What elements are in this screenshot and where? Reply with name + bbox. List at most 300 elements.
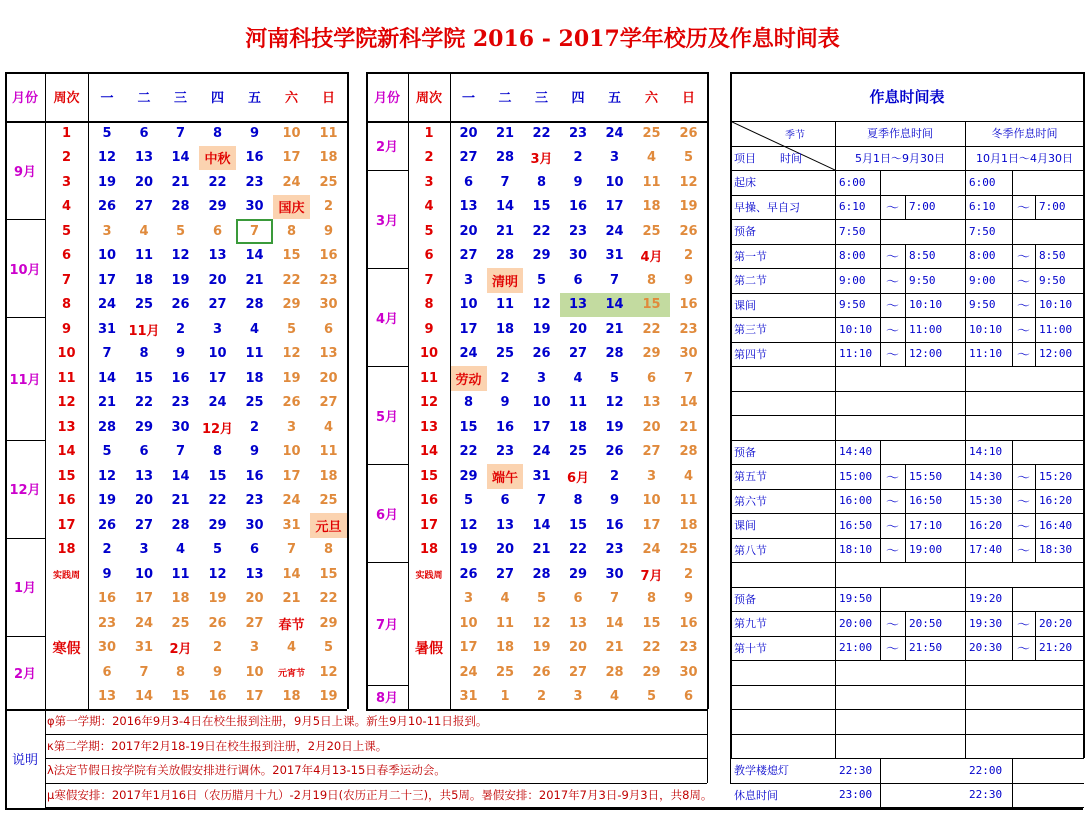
day-cell[interactable]: 7 — [609, 591, 620, 607]
day-cell[interactable]: 26 — [97, 517, 117, 533]
day-cell[interactable]: 1 — [500, 689, 510, 705]
day-cell[interactable]: 18 — [495, 640, 515, 656]
day-cell[interactable]: 6 — [323, 321, 334, 337]
day-cell[interactable]: 7 — [536, 493, 547, 509]
day-cell[interactable]: 8 — [323, 542, 334, 558]
day-cell[interactable]: 20 — [568, 321, 588, 337]
day-cell[interactable]: 31 — [605, 248, 624, 264]
day-cell[interactable]: 3 — [463, 591, 474, 607]
day-cell[interactable]: 15 — [134, 370, 154, 386]
day-cell[interactable]: 6 — [102, 664, 112, 680]
day-cell[interactable]: 18 — [319, 468, 338, 484]
day-cell[interactable]: 8 — [646, 272, 657, 288]
day-cell[interactable]: 19 — [97, 174, 117, 190]
day-cell[interactable]: 12 — [605, 395, 624, 411]
day-cell[interactable]: 27 — [134, 517, 154, 533]
day-cell[interactable]: 17 — [642, 517, 661, 533]
day-cell[interactable]: 20 — [319, 370, 338, 386]
day-cell[interactable]: 24 — [605, 125, 624, 141]
day-cell[interactable]: 27 — [245, 615, 264, 631]
day-cell[interactable]: 17 — [282, 468, 301, 484]
day-cell[interactable]: 23 — [679, 321, 698, 337]
day-cell[interactable]: 28 — [245, 297, 264, 313]
day-cell[interactable]: 24 — [532, 444, 551, 460]
day-cell[interactable]: 4 — [175, 542, 186, 558]
day-cell[interactable]: 22 — [319, 591, 338, 607]
day-cell[interactable]: 18 — [319, 150, 338, 166]
day-cell[interactable]: 17 — [134, 591, 154, 607]
day-cell[interactable]: 27 — [459, 150, 478, 166]
day-cell[interactable]: 13 — [97, 689, 117, 705]
day-cell[interactable]: 21 — [532, 542, 551, 558]
day-cell[interactable]: 13 — [568, 297, 588, 313]
day-cell[interactable]: 11 — [171, 566, 190, 582]
day-cell[interactable]: 6 — [646, 370, 657, 386]
day-cell[interactable]: 10 — [642, 493, 661, 509]
day-cell[interactable]: 6 — [500, 493, 510, 509]
day-cell[interactable]: 16 — [568, 199, 588, 215]
day-cell[interactable]: 5 — [286, 321, 297, 337]
day-cell[interactable]: 17 — [459, 640, 478, 656]
day-cell[interactable]: 24 — [282, 174, 301, 190]
day-cell[interactable]: 12 — [208, 566, 227, 582]
day-cell[interactable]: 28 — [605, 346, 624, 362]
day-cell[interactable]: 6 — [683, 689, 694, 705]
day-cell[interactable]: 14 — [605, 297, 624, 313]
day-cell[interactable]: 18 — [171, 591, 190, 607]
day-cell[interactable]: 27 — [208, 297, 227, 313]
day-cell[interactable]: 17 — [245, 689, 264, 705]
day-cell[interactable]: 14 — [605, 615, 624, 631]
day-cell[interactable]: 26 — [208, 615, 227, 631]
day-cell[interactable]: 21 — [245, 272, 264, 288]
day-cell[interactable]: 12月 — [201, 421, 234, 437]
day-cell[interactable]: 21 — [97, 395, 117, 411]
day-cell[interactable]: 3 — [536, 370, 547, 386]
day-cell[interactable]: 14 — [245, 248, 264, 264]
day-cell[interactable]: 15 — [532, 199, 551, 215]
day-cell[interactable]: 2 — [323, 199, 334, 215]
day-cell[interactable]: 23 — [97, 615, 117, 631]
day-cell[interactable]: 16 — [495, 419, 515, 435]
day-cell[interactable]: 13 — [245, 566, 264, 582]
day-cell[interactable]: 25 — [568, 444, 588, 460]
day-cell[interactable]: 2月 — [169, 642, 192, 658]
day-cell[interactable]: 9 — [249, 444, 260, 460]
day-cell[interactable]: 24 — [97, 297, 117, 313]
day-cell[interactable]: 22 — [134, 395, 154, 411]
day-cell[interactable]: 29 — [208, 199, 227, 215]
day-cell[interactable]: 16 — [679, 615, 698, 631]
day-cell[interactable]: 14 — [495, 199, 515, 215]
day-cell[interactable]: 15 — [642, 615, 661, 631]
day-cell[interactable]: 19 — [679, 199, 698, 215]
day-cell[interactable]: 26 — [679, 223, 698, 239]
day-cell[interactable]: 7月 — [640, 568, 663, 584]
day-cell[interactable]: 2 — [683, 248, 694, 264]
day-cell[interactable]: 20 — [459, 223, 478, 239]
day-cell[interactable]: 4 — [323, 419, 334, 435]
day-cell[interactable]: 8 — [573, 493, 583, 509]
day-cell[interactable]: 19 — [459, 542, 478, 558]
day-cell[interactable]: 国庆 — [278, 201, 305, 217]
day-cell[interactable]: 25 — [495, 346, 515, 362]
day-cell[interactable]: 7 — [102, 346, 112, 362]
day-cell[interactable]: 29 — [208, 517, 227, 533]
day-cell[interactable]: 30 — [568, 248, 588, 264]
day-cell[interactable]: 19 — [282, 370, 301, 386]
day-cell[interactable]: 10 — [282, 444, 301, 460]
day-cell[interactable]: 4 — [286, 640, 297, 656]
day-cell[interactable]: 24 — [208, 395, 227, 411]
day-cell[interactable]: 23 — [495, 444, 515, 460]
day-cell[interactable]: 31 — [459, 689, 478, 705]
day-cell[interactable]: 23 — [605, 542, 624, 558]
day-cell[interactable]: 12 — [319, 664, 338, 680]
day-cell[interactable]: 17 — [208, 370, 227, 386]
day-cell[interactable]: 21 — [605, 321, 624, 337]
day-cell[interactable]: 13 — [459, 199, 478, 215]
day-cell[interactable]: 24 — [605, 223, 624, 239]
day-cell[interactable]: 17 — [605, 199, 624, 215]
day-cell[interactable]: 25 — [245, 395, 264, 411]
day-cell[interactable]: 3 — [139, 542, 149, 558]
day-cell[interactable]: 15 — [282, 248, 301, 264]
day-cell[interactable]: 中秋 — [204, 152, 231, 168]
day-cell[interactable]: 28 — [679, 444, 698, 460]
day-cell[interactable]: 10 — [134, 566, 154, 582]
day-cell[interactable]: 21 — [605, 640, 624, 656]
day-cell[interactable]: 28 — [97, 419, 117, 435]
day-cell[interactable]: 8 — [536, 174, 547, 190]
day-cell[interactable]: 27 — [134, 199, 154, 215]
day-cell[interactable]: 16 — [319, 248, 338, 264]
day-cell[interactable]: 29 — [532, 248, 551, 264]
day-cell[interactable]: 7 — [139, 664, 149, 680]
day-cell[interactable]: 16 — [208, 689, 227, 705]
day-cell[interactable]: 18 — [495, 321, 515, 337]
day-cell[interactable]: 23 — [171, 395, 190, 411]
day-cell[interactable]: 4 — [683, 468, 694, 484]
day-cell[interactable]: 5 — [175, 223, 186, 239]
selected-cell[interactable] — [236, 219, 273, 244]
day-cell[interactable]: 30 — [245, 517, 264, 533]
day-cell[interactable]: 15 — [171, 689, 190, 705]
day-cell[interactable]: 18 — [568, 419, 588, 435]
day-cell[interactable]: 30 — [605, 566, 624, 582]
day-cell[interactable]: 4 — [573, 370, 583, 386]
day-cell[interactable]: 22 — [459, 444, 478, 460]
day-cell[interactable]: 3 — [212, 321, 223, 337]
day-cell[interactable]: 15 — [568, 517, 588, 533]
day-cell[interactable]: 29 — [459, 468, 478, 484]
day-cell[interactable]: 11月 — [128, 323, 160, 339]
day-cell[interactable]: 元宵节 — [277, 668, 305, 679]
day-cell[interactable]: 21 — [495, 125, 515, 141]
day-cell[interactable]: 25 — [495, 664, 515, 680]
day-cell[interactable]: 22 — [208, 493, 227, 509]
day-cell[interactable]: 30 — [97, 640, 117, 656]
day-cell[interactable]: 10 — [459, 615, 478, 631]
day-cell[interactable]: 26 — [679, 125, 698, 141]
day-cell[interactable]: 20 — [208, 272, 227, 288]
day-cell[interactable]: 23 — [568, 223, 588, 239]
day-cell[interactable]: 7 — [500, 174, 510, 190]
day-cell[interactable]: 7 — [175, 444, 186, 460]
day-cell[interactable]: 11 — [319, 125, 338, 141]
day-cell[interactable]: 18 — [134, 272, 154, 288]
day-cell[interactable]: 24 — [459, 346, 478, 362]
day-cell[interactable]: 23 — [319, 272, 338, 288]
day-cell[interactable]: 23 — [568, 125, 588, 141]
day-cell[interactable]: 15 — [208, 468, 227, 484]
day-cell[interactable]: 13 — [134, 468, 154, 484]
day-cell[interactable]: 27 — [459, 248, 478, 264]
day-cell[interactable]: 29 — [642, 664, 661, 680]
day-cell[interactable]: 10 — [605, 174, 624, 190]
day-cell[interactable]: 7 — [286, 542, 297, 558]
day-cell[interactable]: 6 — [463, 174, 474, 190]
day-cell[interactable]: 8 — [175, 664, 186, 680]
day-cell[interactable]: 29 — [319, 615, 338, 631]
day-cell[interactable]: 7 — [249, 223, 260, 239]
day-cell[interactable]: 9 — [500, 395, 510, 411]
day-cell[interactable]: 26 — [532, 664, 551, 680]
day-cell[interactable]: 30 — [319, 297, 338, 313]
day-cell[interactable]: 5 — [646, 689, 657, 705]
day-cell[interactable]: 13 — [642, 395, 661, 411]
day-cell[interactable]: 19 — [532, 321, 551, 337]
day-cell[interactable]: 9 — [609, 493, 620, 509]
day-cell[interactable]: 2 — [249, 419, 260, 435]
day-cell[interactable]: 26 — [605, 444, 624, 460]
day-cell[interactable]: 12 — [97, 150, 117, 166]
day-cell[interactable]: 6 — [249, 542, 260, 558]
day-cell[interactable]: 24 — [282, 493, 301, 509]
day-cell[interactable]: 9 — [683, 591, 694, 607]
day-cell[interactable]: 19 — [319, 689, 338, 705]
day-cell[interactable]: 22 — [282, 272, 301, 288]
day-cell[interactable]: 16 — [97, 591, 117, 607]
day-cell[interactable]: 26 — [532, 346, 551, 362]
day-cell[interactable]: 28 — [532, 566, 551, 582]
day-cell[interactable]: 25 — [319, 493, 338, 509]
day-cell[interactable]: 12 — [282, 346, 301, 362]
day-cell[interactable]: 28 — [495, 150, 515, 166]
day-cell[interactable]: 22 — [532, 125, 551, 141]
day-cell[interactable]: 17 — [459, 321, 478, 337]
day-cell[interactable]: 5 — [463, 493, 474, 509]
day-cell[interactable]: 14 — [171, 468, 190, 484]
day-cell[interactable]: 20 — [459, 125, 478, 141]
day-cell[interactable]: 22 — [532, 223, 551, 239]
day-cell[interactable]: 21 — [282, 591, 301, 607]
day-cell[interactable]: 9 — [102, 566, 112, 582]
day-cell[interactable]: 24 — [134, 615, 154, 631]
day-cell[interactable]: 30 — [679, 346, 698, 362]
day-cell[interactable]: 11 — [134, 248, 154, 264]
day-cell[interactable]: 23 — [245, 174, 264, 190]
day-cell[interactable]: 2 — [609, 468, 620, 484]
day-cell[interactable]: 2 — [500, 370, 510, 386]
day-cell[interactable]: 17 — [282, 150, 301, 166]
day-cell[interactable]: 2 — [102, 542, 112, 558]
day-cell[interactable]: 15 — [459, 419, 478, 435]
day-cell[interactable]: 17 — [97, 272, 117, 288]
day-cell[interactable]: 13 — [568, 615, 588, 631]
day-cell[interactable]: 3 — [286, 419, 297, 435]
day-cell[interactable]: 8 — [139, 346, 149, 362]
day-cell[interactable]: 6 — [139, 444, 149, 460]
day-cell[interactable]: 20 — [245, 591, 264, 607]
day-cell[interactable]: 11 — [319, 444, 338, 460]
day-cell[interactable]: 11 — [245, 346, 264, 362]
day-cell[interactable]: 29 — [134, 419, 154, 435]
day-cell[interactable]: 9 — [249, 125, 260, 141]
day-cell[interactable]: 9 — [573, 174, 583, 190]
day-cell[interactable]: 26 — [282, 395, 301, 411]
day-cell[interactable]: 10 — [459, 297, 478, 313]
day-cell[interactable]: 11 — [495, 615, 515, 631]
day-cell[interactable]: 18 — [245, 370, 264, 386]
day-cell[interactable]: 27 — [642, 444, 661, 460]
day-cell[interactable]: 30 — [171, 419, 190, 435]
day-cell[interactable]: 20 — [568, 640, 588, 656]
day-cell[interactable]: 15 — [642, 297, 661, 313]
day-cell[interactable]: 23 — [679, 640, 698, 656]
day-cell[interactable]: 5 — [683, 150, 694, 166]
day-cell[interactable]: 8 — [212, 125, 223, 141]
day-cell[interactable]: 10 — [532, 395, 551, 411]
day-cell[interactable]: 27 — [568, 664, 588, 680]
day-cell[interactable]: 春节 — [278, 617, 305, 633]
day-cell[interactable]: 25 — [134, 297, 154, 313]
day-cell[interactable]: 18 — [642, 199, 661, 215]
day-cell[interactable]: 5 — [609, 370, 620, 386]
day-cell[interactable]: 2 — [683, 566, 694, 582]
day-cell[interactable]: 4 — [500, 591, 510, 607]
day-cell[interactable]: 16 — [245, 468, 264, 484]
day-cell[interactable]: 31 — [532, 468, 551, 484]
day-cell[interactable]: 元旦 — [315, 519, 342, 535]
day-cell[interactable]: 19 — [208, 591, 227, 607]
day-cell[interactable]: 19 — [532, 640, 551, 656]
day-cell[interactable]: 14 — [134, 689, 154, 705]
day-cell[interactable]: 25 — [319, 174, 338, 190]
day-cell[interactable]: 22 — [642, 321, 661, 337]
day-cell[interactable]: 12 — [532, 615, 551, 631]
day-cell[interactable]: 清明 — [491, 274, 518, 290]
day-cell[interactable]: 30 — [679, 664, 698, 680]
day-cell[interactable]: 3月 — [530, 152, 553, 168]
day-cell[interactable]: 12 — [459, 517, 478, 533]
day-cell[interactable]: 7 — [175, 125, 186, 141]
day-cell[interactable]: 8 — [286, 223, 297, 239]
day-cell[interactable]: 25 — [679, 542, 698, 558]
day-cell[interactable]: 11 — [495, 297, 515, 313]
day-cell[interactable]: 15 — [319, 566, 338, 582]
day-cell[interactable]: 5 — [102, 444, 112, 460]
day-cell[interactable]: 19 — [171, 272, 190, 288]
day-cell[interactable]: 10 — [245, 664, 264, 680]
day-cell[interactable]: 16 — [245, 150, 264, 166]
day-cell[interactable]: 28 — [605, 664, 624, 680]
day-cell[interactable]: 13 — [495, 517, 515, 533]
day-cell[interactable]: 9 — [212, 664, 223, 680]
day-cell[interactable]: 29 — [568, 566, 588, 582]
day-cell[interactable]: 7 — [609, 272, 620, 288]
day-cell[interactable]: 22 — [642, 640, 661, 656]
day-cell[interactable]: 24 — [642, 542, 661, 558]
day-cell[interactable]: 5 — [323, 640, 334, 656]
day-cell[interactable]: 9 — [175, 346, 186, 362]
day-cell[interactable]: 9 — [323, 223, 334, 239]
day-cell[interactable]: 14 — [171, 150, 190, 166]
day-cell[interactable]: 3 — [102, 223, 112, 239]
day-cell[interactable]: 2 — [175, 321, 186, 337]
day-cell[interactable]: 13 — [208, 248, 227, 264]
day-cell[interactable]: 27 — [319, 395, 338, 411]
day-cell[interactable]: 26 — [459, 566, 478, 582]
day-cell[interactable]: 4 — [609, 689, 620, 705]
day-cell[interactable]: 14 — [97, 370, 117, 386]
day-cell[interactable]: 28 — [495, 248, 515, 264]
day-cell[interactable]: 25 — [642, 223, 661, 239]
day-cell[interactable]: 12 — [171, 248, 190, 264]
day-cell[interactable]: 劳动 — [455, 372, 482, 388]
day-cell[interactable]: 4 — [646, 150, 657, 166]
day-cell[interactable]: 31 — [97, 321, 117, 337]
day-cell[interactable]: 13 — [319, 346, 338, 362]
day-cell[interactable]: 端午 — [491, 470, 518, 486]
day-cell[interactable]: 24 — [459, 664, 478, 680]
day-cell[interactable]: 21 — [679, 419, 698, 435]
day-cell[interactable]: 5 — [212, 542, 223, 558]
day-cell[interactable]: 10 — [208, 346, 227, 362]
day-cell[interactable]: 6 — [573, 591, 583, 607]
day-cell[interactable]: 8 — [212, 444, 223, 460]
day-cell[interactable]: 12 — [679, 174, 698, 190]
day-cell[interactable]: 6 — [139, 125, 149, 141]
day-cell[interactable]: 4月 — [640, 250, 663, 266]
day-cell[interactable]: 5 — [102, 125, 112, 141]
day-cell[interactable]: 2 — [212, 640, 223, 656]
day-cell[interactable]: 27 — [495, 566, 515, 582]
day-cell[interactable]: 11 — [679, 493, 698, 509]
day-cell[interactable]: 25 — [642, 125, 661, 141]
day-cell[interactable]: 29 — [282, 297, 301, 313]
day-cell[interactable]: 2 — [536, 689, 547, 705]
day-cell[interactable]: 5 — [536, 272, 547, 288]
day-cell[interactable]: 12 — [97, 468, 117, 484]
day-cell[interactable]: 2 — [573, 150, 583, 166]
day-cell[interactable]: 4 — [139, 223, 149, 239]
day-cell[interactable]: 29 — [642, 346, 661, 362]
day-cell[interactable]: 25 — [171, 615, 190, 631]
day-cell[interactable]: 26 — [171, 297, 190, 313]
day-cell[interactable]: 20 — [134, 174, 154, 190]
day-cell[interactable]: 17 — [532, 419, 551, 435]
day-cell[interactable]: 10 — [97, 248, 117, 264]
day-cell[interactable]: 30 — [245, 199, 264, 215]
day-cell[interactable]: 21 — [171, 174, 190, 190]
day-cell[interactable]: 11 — [642, 174, 661, 190]
day-cell[interactable]: 21 — [171, 493, 190, 509]
day-cell[interactable]: 9 — [683, 272, 694, 288]
day-cell[interactable]: 14 — [532, 517, 551, 533]
day-cell[interactable]: 6 — [573, 272, 583, 288]
day-cell[interactable]: 3 — [249, 640, 260, 656]
